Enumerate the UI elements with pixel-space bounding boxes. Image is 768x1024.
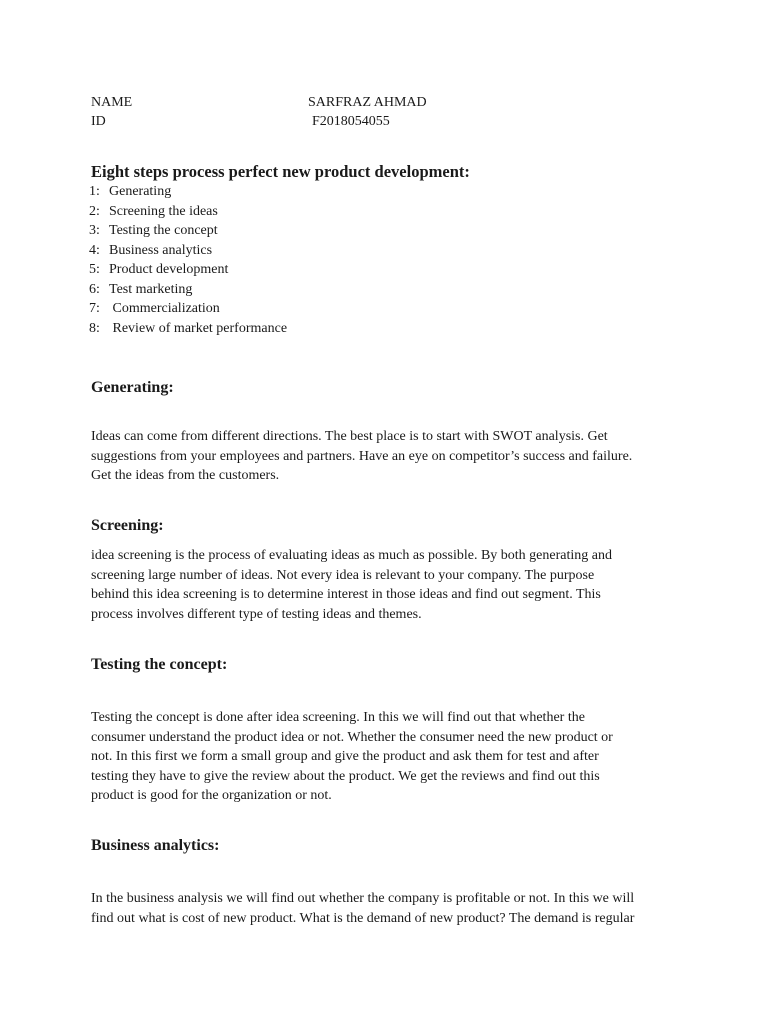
list-item bbox=[89, 202, 287, 222]
steps-list bbox=[89, 182, 287, 338]
step-label: Generating bbox=[109, 184, 172, 199]
section-text-screening: idea screening is the process of evaluating ideas as much as possible. By both generating and screening large number of ideas. Not every idea is relevant to your company. The purpose behind this idea screening is to determine interest in those ideas and find out segment. This process involves different type of testing ideas and themes. bbox=[91, 548, 612, 622]
step-number: 5: bbox=[89, 262, 100, 277]
step-number: 8: bbox=[89, 320, 100, 336]
section-text-testing-concept: Testing the concept is done after idea screening. In this we will find out that whether the consumer understand the product idea or not. Whether the consumer need the new product or not. In this first we form a small group and give the product and ask them for test and after testing they have to give the review about the product. We get the reviews and find out this product is good for the organization or not. bbox=[91, 710, 613, 804]
name-value: SARFRAZ AHMAD bbox=[308, 95, 427, 110]
step-number: 1: bbox=[89, 184, 100, 199]
section-title-testing-concept: Testing the concept: bbox=[91, 656, 228, 673]
list-item bbox=[89, 182, 287, 202]
section-title-generating: Generating: bbox=[91, 379, 174, 396]
step-number: 2: bbox=[89, 203, 100, 219]
step-label: Testing the concept bbox=[109, 223, 218, 238]
id-value: F2018054055 bbox=[312, 114, 390, 129]
list-item bbox=[89, 241, 287, 261]
id-label: ID bbox=[91, 114, 106, 129]
section-text-generating: Ideas can come from different directions. The best place is to start with SWOT analysis. Get suggestions from your employees and partners. Have an eye on competitor’s success and failure. Get the ideas from the customers. bbox=[91, 429, 633, 484]
step-label: Test marketing bbox=[109, 281, 193, 297]
step-number: 6: bbox=[89, 281, 100, 297]
list-item bbox=[89, 260, 287, 280]
step-label: Business analytics bbox=[109, 242, 213, 258]
section-title-screening: Screening: bbox=[91, 517, 164, 534]
id-row bbox=[91, 113, 390, 131]
section-text-business-analytics: In the business analysis we will find out whether the company is profitable or not. In this we will find out what is cost of new product. What is the demand of new product? The demand is regular bbox=[91, 891, 635, 926]
list-item bbox=[89, 319, 287, 339]
step-label: Commercialization bbox=[109, 301, 220, 316]
step-label: Review of market performance bbox=[109, 320, 288, 336]
list-item bbox=[89, 299, 287, 319]
list-item bbox=[89, 221, 287, 241]
step-number: 3: bbox=[89, 223, 100, 238]
step-number: 7: bbox=[89, 301, 100, 316]
document-heading: Eight steps process perfect new product development: bbox=[91, 162, 470, 181]
step-label: Product development bbox=[109, 262, 229, 277]
name-row bbox=[91, 94, 427, 112]
list-item bbox=[89, 280, 287, 300]
step-label: Screening the ideas bbox=[109, 203, 218, 219]
step-number: 4: bbox=[89, 242, 100, 258]
section-title-business-analytics: Business analytics: bbox=[91, 837, 220, 854]
name-label: NAME bbox=[91, 95, 133, 110]
